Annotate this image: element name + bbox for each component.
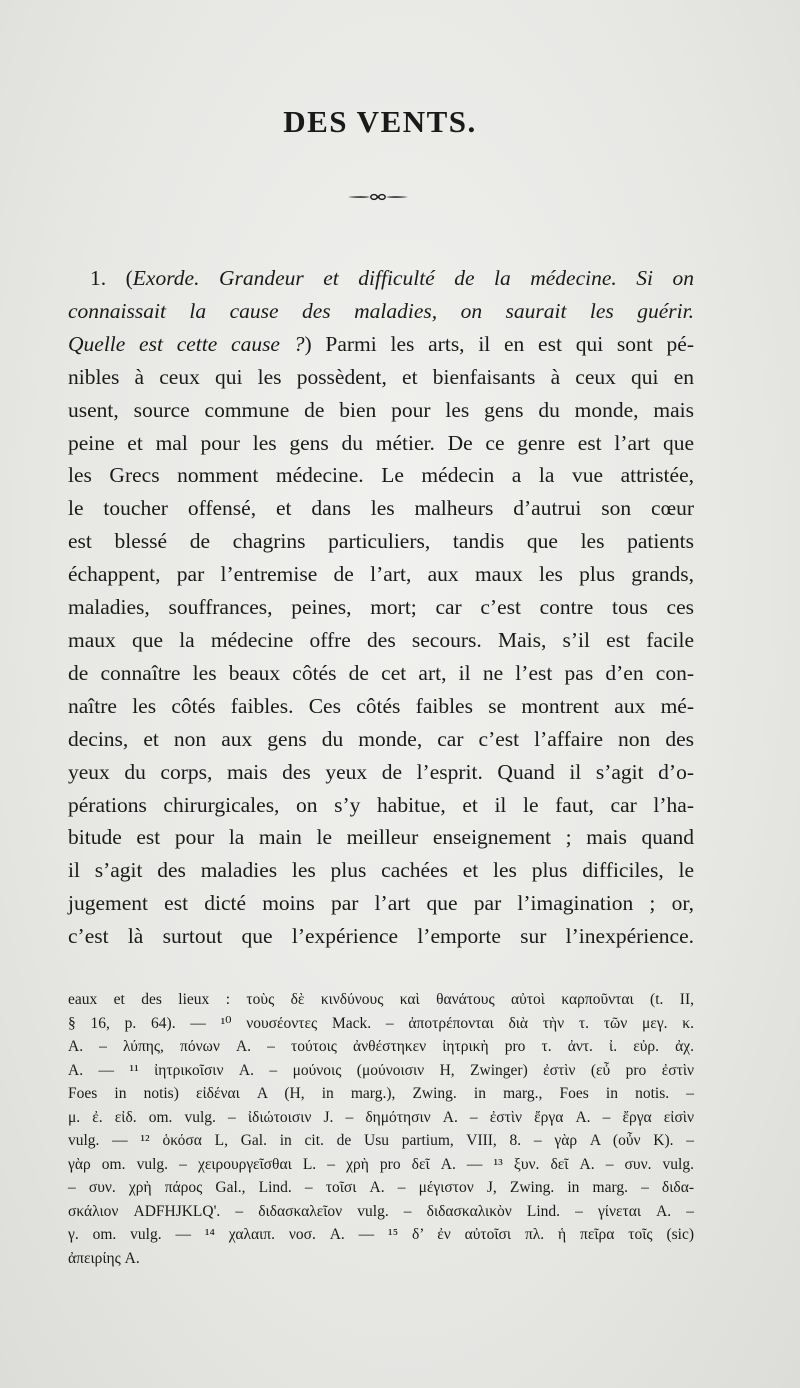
paragraph-line: connaissait la cause des maladies, on saurait les guérir. bbox=[68, 298, 694, 323]
paragraph-line: 1. (Exorde. Grandeur et difficulté de la médecine. Si on bbox=[90, 266, 694, 290]
paragraph-line: échappent, par l’entremise de l’art, aux maux les plus grands, bbox=[68, 562, 694, 587]
footnote-line: eaux et des lieux : τοὺς δὲ κινδύνους καὶ θανάτους αὐτοὶ καρποῦνται (t. II, bbox=[68, 991, 694, 1008]
footnote-line: A. — ¹¹ ἰητρικοῖσιν A. – μούνοις (μούνοισιν H, Zwinger) ἐστὶν (εὖ pro ἐστὶν bbox=[68, 1061, 694, 1079]
footnote-line: Foes in notis) εἰδέναι A (H, in marg.), Zwing. in marg., Foes in notis. – bbox=[68, 1085, 694, 1102]
paragraph-line: c’est là surtout que l’expérience l’emporte sur l’inexpérience. bbox=[68, 924, 694, 949]
paragraph-line: de connaître les beaux côtés de cet art, il ne l’est pas d’en con- bbox=[68, 660, 694, 685]
footnote-line: A. – λύπης, πόνων A. – τούτοις ἀνθέστηκεν ἰητρικὴ pro τ. ἀντ. ἰ. εὐρ. ἀχ. bbox=[68, 1038, 694, 1055]
footnote-line: σκάλιον ADFHJKLQ'. – διδασκαλεῖον vulg. – διδασκαλικὸν Lind. – γίνεται A. – bbox=[68, 1202, 694, 1220]
main-paragraph bbox=[68, 262, 694, 953]
paragraph-line: yeux du corps, mais des yeux de l’esprit. Quand il s’agit d’o- bbox=[68, 759, 694, 784]
paragraph-line: est blessé de chagrins particuliers, tandis que les patients bbox=[68, 529, 694, 554]
paragraph-line: le toucher offensé, et dans les malheurs d’autrui son cœur bbox=[68, 496, 694, 521]
paragraph-line: decins, et non aux gens du monde, car c’est l’affaire non des bbox=[68, 726, 694, 751]
footnotes bbox=[68, 988, 694, 1270]
paragraph-line: pérations chirurgicales, on s’y habitue, et il le faut, car l’ha- bbox=[68, 792, 694, 817]
paragraph-line: maux que la médecine offre des secours. Mais, s’il est facile bbox=[68, 627, 694, 652]
chapter-title: DES VENTS. bbox=[283, 104, 477, 139]
paragraph-line: les Grecs nomment médecine. Le médecin a la vue attristée, bbox=[68, 463, 694, 488]
paragraph-line: peine et mal pour les gens du métier. De ce genre est l’art que bbox=[68, 430, 694, 455]
footnote-line: vulg. — ¹² ὁκόσα L, Gal. in cit. de Usu partium, VIII, 8. – γὰρ A (οὖν K). – bbox=[68, 1132, 694, 1149]
footnote-line: γ. om. vulg. — ¹⁴ χαλαιπ. νοσ. A. — ¹⁵ δ’ ἐν αὐτοῖσι πλ. ἡ πεῖρα τοῖς (sic) bbox=[68, 1226, 694, 1243]
paragraph-line: bitude est pour la main le meilleur enseignement ; mais quand bbox=[68, 825, 694, 850]
paragraph-line: usent, source commune de bien pour les gens du monde, mais bbox=[68, 397, 694, 422]
rule-ornament-icon bbox=[346, 191, 410, 203]
paragraph-line: nibles à ceux qui les possèdent, et bienfaisants à ceux qui en bbox=[68, 364, 694, 389]
paragraph-line: naître les côtés faibles. Ces côtés faibles se montrent aux mé- bbox=[68, 693, 694, 718]
footnote-line: § 16, p. 64). — ¹⁰ νουσέοντες Mack. – ἀποτρέπονται διὰ τὴν τ. τῶν μεγ. κ. bbox=[68, 1014, 694, 1032]
paragraph-line: Quelle est cette cause ?) Parmi les arts, il en est qui sont pé- bbox=[68, 331, 694, 356]
footnote-line: – συν. χρὴ πάρος Gal., Lind. – τοῖσι A. – μέγιστον J, Zwing. in marg. – διδα- bbox=[68, 1179, 694, 1196]
footnote-line: γὰρ om. vulg. – χειρουργεῖσθαι L. – χρὴ pro δεῖ A. — ¹³ ξυν. δεῖ A. – συν. vulg. bbox=[68, 1155, 694, 1173]
paragraph-line: il s’agit des maladies les plus cachées et les plus difficiles, le bbox=[68, 858, 694, 883]
footnote-line: ἀπειρίης A. bbox=[68, 1249, 140, 1267]
footnote-line: μ. ἐ. εἰδ. om. vulg. – ἰδιώτοισιν J. – δημότησιν A. – ἐστὶν ἔργα A. – ἔργα εἰσὶν bbox=[68, 1108, 694, 1126]
paragraph-line: maladies, souffrances, peines, mort; car c’est contre tous ces bbox=[68, 595, 694, 620]
paragraph-line: jugement est dicté moins par l’art que par l’imagination ; or, bbox=[68, 891, 694, 916]
